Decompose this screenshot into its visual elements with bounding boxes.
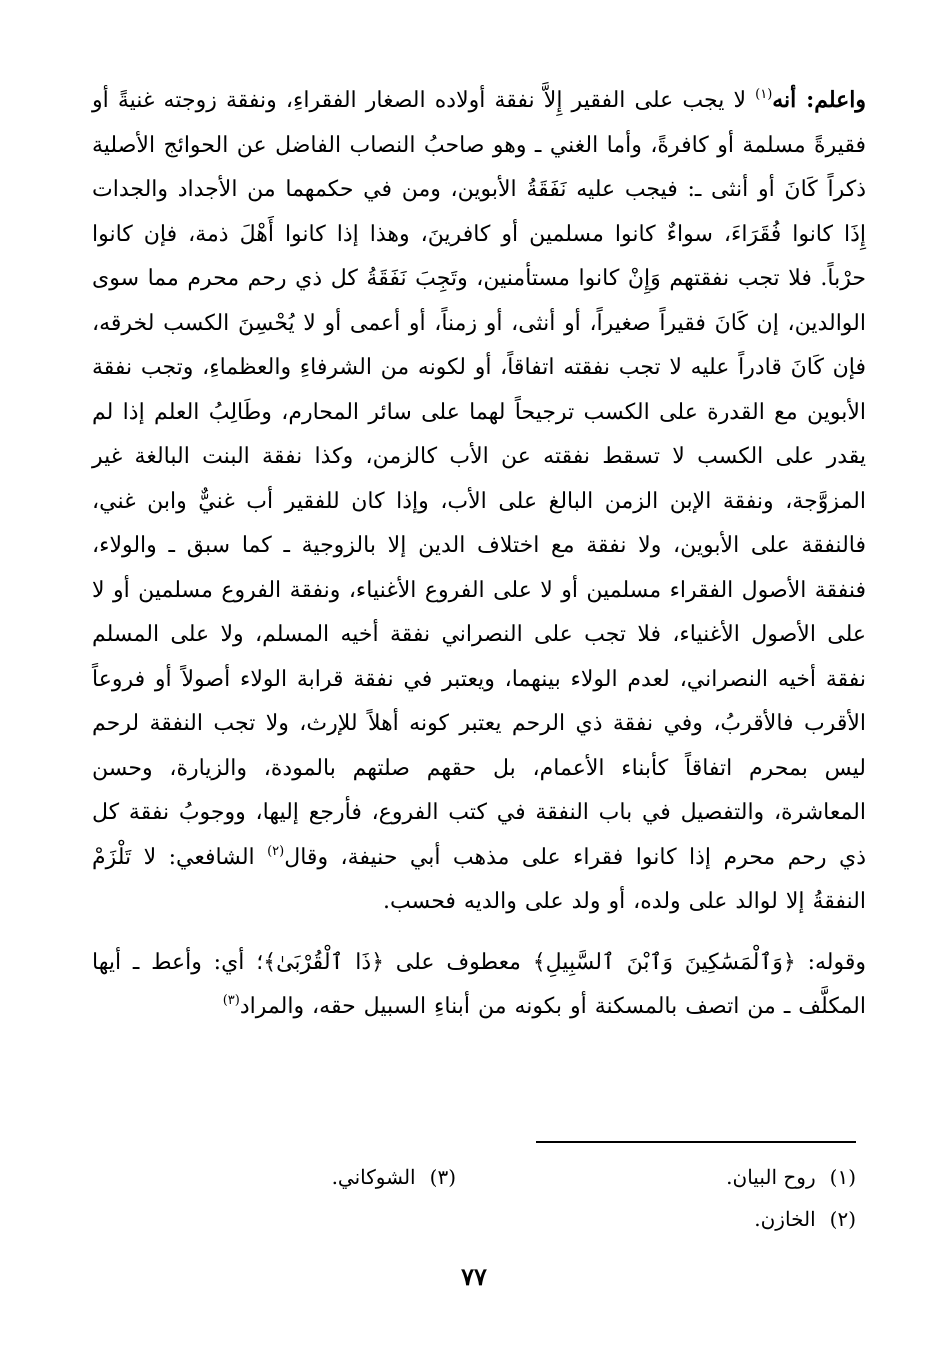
footnote-2 (754, 1206, 856, 1232)
footnote-number: (١) (829, 1165, 856, 1189)
paragraph-lead: واعلم: أنه (772, 87, 866, 113)
paragraph-2-text: وقوله: ﴿وَٱلْمَسَٰكِينَ وَٱبْنَ ٱلسَّبِيلِ﴾ معطوف على ﴿ذَا ٱلْقُرْبَىٰ﴾؛ أي: وأعط ـ أيها المكلَّف ـ من اتصف بالمسكنة أو بكونه من أبناءِ السبيل حقه، والمراد (92, 949, 866, 1019)
page-number: ٧٧ (461, 1262, 487, 1291)
footnote-number: (٣) (429, 1165, 456, 1189)
footnote-number: (٢) (829, 1207, 856, 1231)
paragraph-2 (92, 941, 866, 1030)
footnote-text: روح البيان. (726, 1165, 816, 1189)
footnote-divider (536, 1141, 856, 1143)
paragraph-1-text-a: لا يجب على الفقير إِلاَّ نفقة أولاده الصغار الفقراءِ، ونفقة زوجته غنيةً أو فقيرةً مسلمة أو كافرةً، وأما الغني ـ وهو صاحبُ النصاب الفاضل عن الحوائج الأصلية ذكراً كَانَ أو أنثى ـ: فيجب عليه نَفَقَةُ الأبوين، ومن في حكمهما من الأجداد والجدات إِذَا كانوا فُقَرَاءَ، سواءٌ كانوا مسلمين أو كافرينَ، وهذا إذا كانوا أَهْلَ ذمة، فإن كانوا حرْباً. فلا تجب نفقتهم وَإِنْ كانوا مستأمنين، وتَجِبَ نَفَقَةُ كل ذي رحم محرم مما سوى الوالدين، إن كَانَ فقيراً صغيراً، أو أنثى، أو زمناً، أو أعمى أو لا يُحْسِنَ الكسب لخرقه، فإن كَانَ قادراً عليه لا تجب نفقته اتفاقاً، أو لكونه من الشرفاءِ والعظماءِ، وتجب نفقة الأبوين مع القدرة على الكسب ترجيحاً لهما على سائر المحارم، وطَالِبُ العلم إذا لم يقدر على الكسب لا تسقط نفقته عن الأب كالزمن، وكذا نفقة البنت البالغة غير المزوَّجة، ونفقة الإبن الزمن البالغ على الأب، وإذا كان للفقير أب غنيٌّ وابن غني، فالنفقة على الأبوين، ولا نفقة مع اختلاف الدين إلا بالزوجية ـ كما سبق ـ والولاء، فنفقة الأصول الفقراء مسلمين أو لا على الفروع الأغنياء، ونفقة الفروع مسلمين أو لا على الأصول الأغنياء، فلا تجب على النصراني نفقة أخيه المسلم، ولا على المسلم نفقة أخيه النصراني، لعدم الولاء بينهما، ويعتبر في نفقة قرابة الولاء أصولاً أو فروعاً الأقرب فالأقربُ، وفي نفقة ذي الرحم يعتبر كونه أهلاً للإرث، ولا تجب النفقة لرحم ليس بمحرم اتفاقاً كأبناء الأعمام، بل حقهم صلتهم بالمودة، والزيارة، وحسن المعاشرة، والتفصيل في باب النفقة في كتب الفروع، فأرجع إليها، ووجوبُ نفقة كل ذي رحم محرم إذا كانوا فقراء على مذهب أبي حنيفة، وقال (92, 88, 866, 870)
footnote-ref-2[interactable]: (٢) (267, 843, 285, 859)
paragraph-1 (92, 78, 866, 925)
footnote-3 (332, 1164, 456, 1190)
paragraph-1-text-b: الشافعي: لا تَلْزَمْ النفقةُ إلا لوالد على ولده، أو ولد على والديه فحسب. (92, 844, 866, 914)
footnote-text: الشوكاني. (331, 1165, 416, 1189)
footnote-ref-3[interactable]: (٣) (222, 993, 240, 1008)
footnote-text: الخازن. (754, 1207, 816, 1231)
footnote-1 (726, 1164, 856, 1190)
main-text (92, 78, 866, 1030)
footnote-ref-1[interactable]: (١) (755, 87, 773, 102)
